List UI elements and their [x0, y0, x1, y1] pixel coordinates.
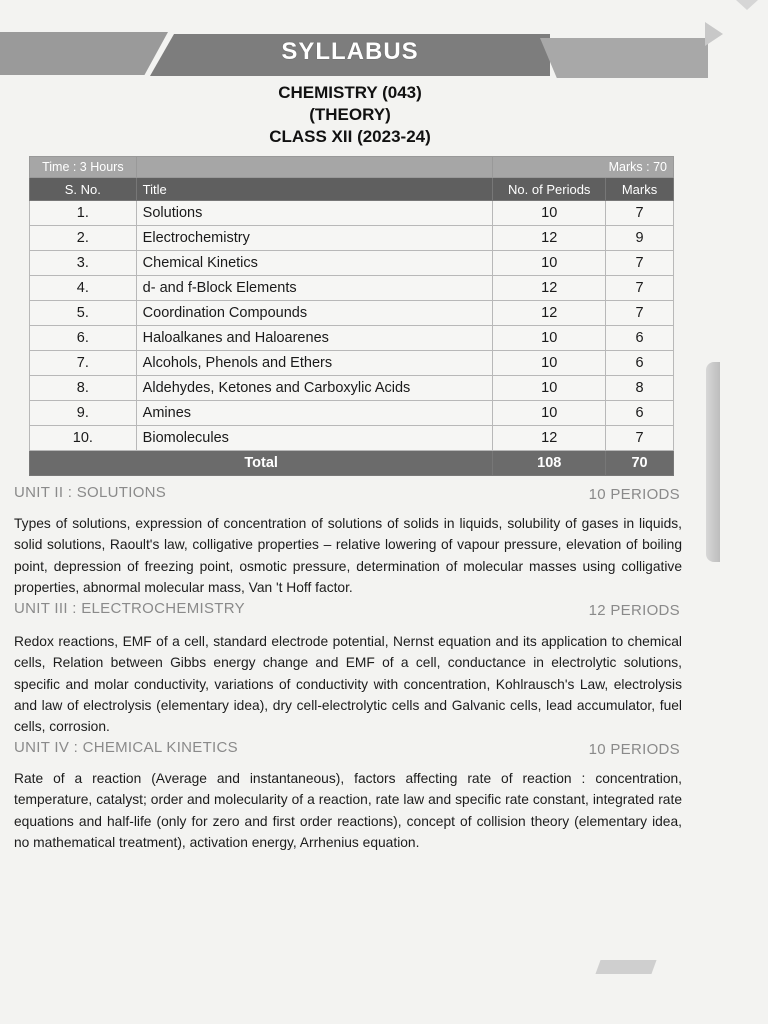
subject-heading: CHEMISTRY (043) [278, 83, 422, 102]
table-row [30, 201, 674, 226]
table-header-row [30, 178, 674, 201]
table-row [30, 301, 674, 326]
row-marks: 9 [606, 226, 674, 251]
unit-name: UNIT III : ELECTROCHEMISTRY [14, 600, 245, 617]
row-periods: 10 [493, 326, 606, 351]
row-periods: 12 [493, 426, 606, 451]
table-row [30, 351, 674, 376]
table-row [30, 376, 674, 401]
row-title: Aldehydes, Ketones and Carboxylic Acids [136, 376, 493, 401]
banner-left-band [0, 32, 168, 75]
table-row [30, 401, 674, 426]
header-sno: S. No. [30, 178, 137, 201]
class-heading: CLASS XII (2023-24) [269, 127, 431, 146]
header-periods: No. of Periods [493, 178, 606, 201]
time-label: Time : 3 Hours [30, 157, 137, 178]
total-periods: 108 [493, 451, 606, 476]
page-side-shadow [706, 362, 720, 562]
table-row [30, 326, 674, 351]
row-title: Haloalkanes and Haloarenes [136, 326, 493, 351]
row-title: Solutions [136, 201, 493, 226]
unit-name: UNIT IV : CHEMICAL KINETICS [14, 739, 238, 756]
row-periods: 12 [493, 226, 606, 251]
row-title: Coordination Compounds [136, 301, 493, 326]
row-periods: 12 [493, 276, 606, 301]
row-periods: 10 [493, 201, 606, 226]
syllabus-table [29, 156, 674, 476]
page-edge-mark [736, 0, 758, 10]
row-sno: 2. [30, 226, 137, 251]
row-marks: 6 [606, 326, 674, 351]
unit-periods: 10 PERIODS [588, 741, 680, 758]
table-meta-spacer [136, 157, 493, 178]
unit-name: UNIT II : SOLUTIONS [14, 484, 167, 501]
table-meta-row [30, 157, 674, 178]
row-sno: 9. [30, 401, 137, 426]
unit-heading [14, 484, 680, 506]
unit-periods: 12 PERIODS [588, 602, 680, 619]
table-row [30, 226, 674, 251]
row-sno: 1. [30, 201, 137, 226]
header-title: Title [136, 178, 493, 201]
unit-description: Redox reactions, EMF of a cell, standard electrode potential, Nernst equation and its application to chemical cells, Relation between Gibbs energy change and EMF of a cell, conductance in electrolytic solutions, specific and molar conductivity, variations of conductivity with concentration, Kohlrausch's Law, electrolysis and law of electrolysis (elementary idea), dry cell-electrolytic cells and Galvanic cells, lead accumulator, fuel cells, corrosion. [14, 634, 682, 735]
type-heading: (THEORY) [309, 105, 391, 124]
row-title: Alcohols, Phenols and Ethers [136, 351, 493, 376]
row-title: d- and f-Block Elements [136, 276, 493, 301]
row-periods: 12 [493, 301, 606, 326]
row-periods: 10 [493, 351, 606, 376]
row-marks: 7 [606, 201, 674, 226]
table-row [30, 426, 674, 451]
row-title: Chemical Kinetics [136, 251, 493, 276]
row-marks: 7 [606, 301, 674, 326]
page-corner-mark [595, 960, 656, 974]
row-sno: 4. [30, 276, 137, 301]
marks-label: Marks : 70 [493, 157, 674, 178]
banner-title: SYLLABUS [281, 38, 419, 65]
row-marks: 7 [606, 426, 674, 451]
total-label: Total [30, 451, 493, 476]
row-sno: 3. [30, 251, 137, 276]
unit-heading [14, 600, 680, 622]
row-title: Biomolecules [136, 426, 493, 451]
unit-description: Rate of a reaction (Average and instantaneous), factors affecting rate of reaction : concentration, temperature, catalyst; order and molecularity of a reaction, rate law and specific rate constant, integrated rate equations and half-life (only for zero and first order reactions), concept of collision theory (elementary idea, no mathematical treatment), activation energy, Arrhenius equation. [14, 771, 682, 850]
row-sno: 6. [30, 326, 137, 351]
unit-heading [14, 739, 680, 761]
row-periods: 10 [493, 251, 606, 276]
row-marks: 7 [606, 276, 674, 301]
row-sno: 7. [30, 351, 137, 376]
table-row [30, 251, 674, 276]
row-periods: 10 [493, 376, 606, 401]
row-periods: 10 [493, 401, 606, 426]
table-row [30, 276, 674, 301]
total-marks: 70 [606, 451, 674, 476]
row-title: Electrochemistry [136, 226, 493, 251]
unit-periods: 10 PERIODS [588, 486, 680, 503]
row-sno: 5. [30, 301, 137, 326]
unit-description: Types of solutions, expression of concentration of solutions of solids in liquids, solubility of gases in liquids, solid solutions, Raoult's law, colligative properties – relative lowering of vapour pressure, elevation of boiling point, depression of freezing point, osmotic pressure, determination of molecular masses using colligative properties, abnormal molecular mass, Van 't Hoff factor. [14, 516, 682, 595]
row-marks: 8 [606, 376, 674, 401]
row-sno: 10. [30, 426, 137, 451]
row-marks: 6 [606, 401, 674, 426]
banner-arrow-tip [705, 22, 723, 46]
header-marks: Marks [606, 178, 674, 201]
row-title: Amines [136, 401, 493, 426]
row-sno: 8. [30, 376, 137, 401]
row-marks: 6 [606, 351, 674, 376]
table-total-row [30, 451, 674, 476]
row-marks: 7 [606, 251, 674, 276]
banner-right-band [540, 38, 708, 78]
